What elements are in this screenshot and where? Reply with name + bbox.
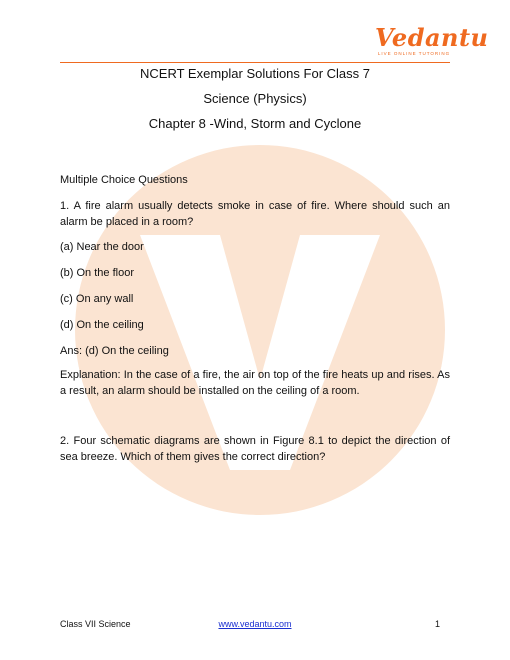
vedantu-logo[interactable] — [375, 23, 489, 56]
footer-website-link[interactable]: www.vedantu.com — [218, 619, 292, 629]
logo-tagline: LIVE ONLINE TUTORING — [377, 51, 451, 56]
document-title: NCERT Exemplar Solutions For Class 7 — [140, 66, 370, 81]
page-number: 1 — [434, 619, 440, 629]
option-b: (b) On the floor — [60, 267, 134, 279]
question-2: 2. Four schematic diagrams are shown in Figure 8.1 to depict the direction of sea breeze. Which of them gives the correct direction? — [60, 435, 450, 463]
option-d: (d) On the ceiling — [60, 319, 144, 331]
document-chapter: Chapter 8 -Wind, Storm and Cyclone — [148, 116, 362, 131]
section-heading: Multiple Choice Questions — [60, 174, 188, 186]
option-c: (c) On any wall — [60, 293, 134, 305]
answer-1: Ans: (d) On the ceiling — [60, 345, 169, 357]
document-title-block — [60, 66, 450, 141]
footer-class-label: Class VII Science — [60, 619, 131, 629]
option-a: (a) Near the door — [60, 241, 144, 253]
header-divider — [60, 62, 450, 63]
question-1: 1. A fire alarm usually detects smoke in case of fire. Where should such an alarm be placed in a room? — [60, 200, 450, 228]
document-body — [60, 172, 450, 474]
explanation-1: Explanation: In the case of a fire, the air on top of the fire heats up and rises. As a result, an alarm should be installed on the ceiling of a room. — [60, 369, 450, 397]
logo-wordmark: Vedantu — [375, 23, 489, 52]
document-subject: Science (Physics) — [203, 91, 307, 106]
